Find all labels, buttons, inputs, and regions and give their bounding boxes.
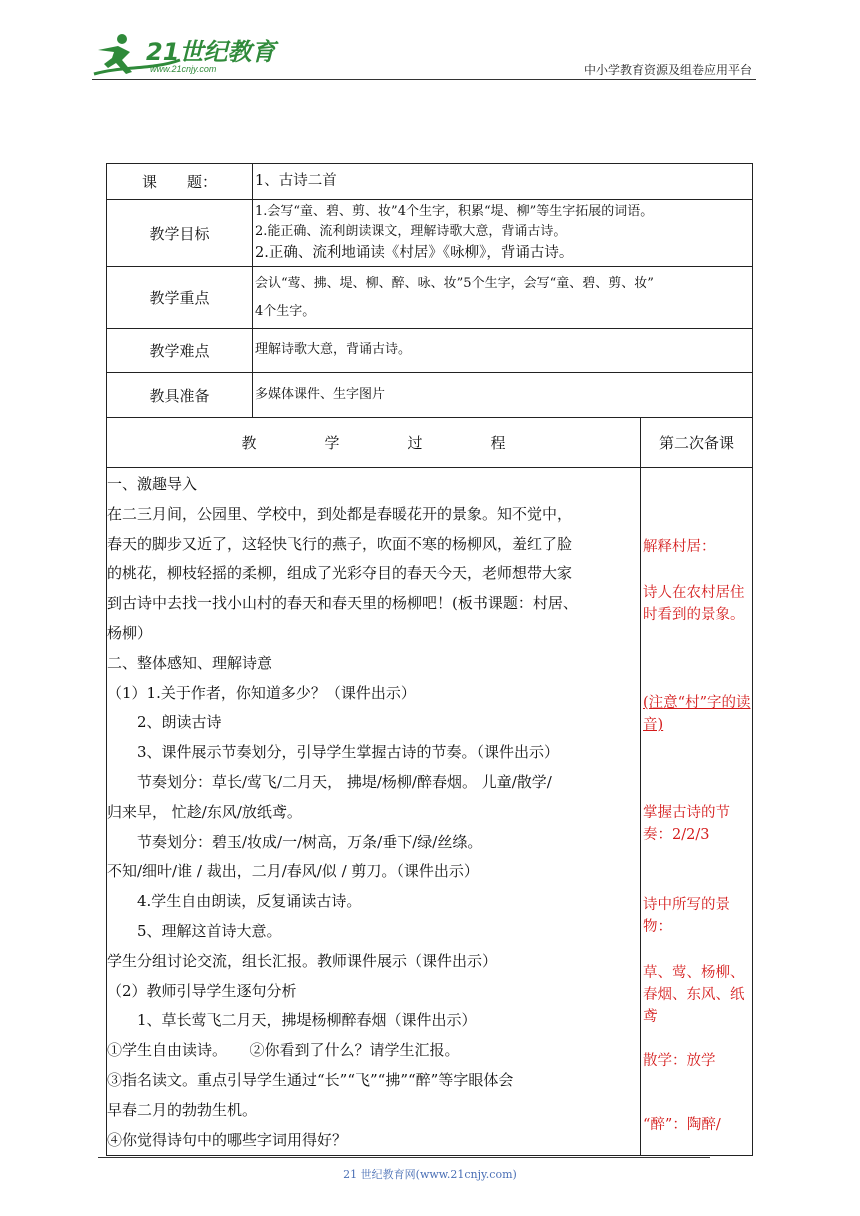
process-line: 早春二月的勃勃生机。 <box>107 1100 258 1119</box>
tools-value: 多媒体课件、生字图片 <box>253 373 753 418</box>
process-line: （2）教师引导学生逐句分析 <box>107 981 297 1000</box>
note: 草、莺、杨柳、春烟、东风、纸鸢 <box>643 965 745 1025</box>
process-title-char: 程 <box>490 434 506 452</box>
process-line: 春天的脚步又近了，这轻快飞行的燕子，吹面不寒的杨柳风，羞红了脸 <box>107 534 573 553</box>
difficulty-value: 理解诗歌大意，背诵古诗。 <box>253 329 753 373</box>
process-line: ③指名读文。重点引导学生通过“长”“飞”“拂”“醉”等字眼体会 <box>107 1070 514 1089</box>
goal-line: 2.正确、流利地诵读《村居》《咏柳》，背诵古诗。 <box>255 244 574 261</box>
process-line: 节奏划分：碧玉/妆成/一/树高，万条/垂下/绿/丝绦。 <box>137 832 483 851</box>
process-line: 节奏划分：草长/莺飞/二月天， 拂堤/杨柳/醉春烟。 儿童/散学/ <box>137 772 552 791</box>
goal-line: 2.能正确、流利朗读课文，理解诗歌大意，背诵古诗。 <box>255 223 567 239</box>
process-line: 杨柳） <box>107 623 153 642</box>
process-body <box>107 468 641 1156</box>
note: 诗人在农村居住时看到的景象。 <box>643 585 745 623</box>
process-line: 2、朗读古诗 <box>137 713 222 732</box>
process-line: 二、整体感知、理解诗意 <box>107 653 273 672</box>
goal-line: 1.会写“童、碧、剪、妆”4个生字，积累“堤、柳”等生字拓展的词语。 <box>255 203 654 219</box>
second-prep-title: 第二次备课 <box>641 418 753 468</box>
note: 掌握古诗的节奏：2/2/3 <box>643 805 730 843</box>
note: 散学：放学 <box>643 1053 716 1069</box>
logo-text: 21世纪教育 <box>146 38 276 66</box>
process-line: 不知/细叶/谁 / 裁出，二月/春风/似 / 剪刀。（课件出示） <box>107 862 479 881</box>
note: “醉”：陶醉/ <box>643 1117 721 1133</box>
difficulty-label: 教学难点 <box>107 329 253 373</box>
process-line: 1、草长莺飞二月天，拂堤杨柳醉春烟（课件出示） <box>137 1011 477 1030</box>
logo-url: www.21cnjy.com <box>150 64 217 74</box>
process-line: （1）1.关于作者，你知道多少？（课件出示） <box>107 683 416 702</box>
process-line: 4.学生自由朗读，反复诵读古诗。 <box>137 892 362 911</box>
second-prep-notes <box>641 468 753 1156</box>
key-point-line: 4个生字。 <box>255 303 316 319</box>
process-line: 5、理解这首诗大意。 <box>137 921 282 940</box>
process-line: ④你觉得诗句中的哪些字词用得好？ <box>107 1130 348 1149</box>
note: (注意“村”字的读音) <box>643 695 751 733</box>
footer-text: 21 世纪教育网(www.21cnjy.com) <box>343 1168 517 1181</box>
process-line: 一、激趣导入 <box>107 475 198 493</box>
topic-value: 1、古诗二首 <box>253 164 753 200</box>
goals-value <box>253 200 753 267</box>
goals-label: 教学目标 <box>107 200 253 267</box>
note: 解释村居： <box>643 539 716 555</box>
process-line: 3、课件展示节奏划分，引导学生掌握古诗的节奏。（课件出示） <box>137 743 560 762</box>
footer-divider <box>98 1157 710 1158</box>
process-line: 归来早， 忙趁/东风/放纸鸢。 <box>107 802 302 821</box>
note: 诗中所写的景物： <box>643 897 730 935</box>
header-divider <box>92 79 756 80</box>
process-line: 学生分组讨论交流，组长汇报。教师课件展示（课件出示） <box>107 951 498 970</box>
topic-label: 课 题： <box>107 164 253 200</box>
key-points-label: 教学重点 <box>107 267 253 329</box>
key-points-value <box>253 267 753 329</box>
process-title-char: 过 <box>407 434 423 452</box>
process-title <box>107 418 641 468</box>
process-line: ①学生自由读诗。 ②你看到了什么？请学生汇报。 <box>107 1041 460 1060</box>
lesson-plan-table <box>106 163 753 1156</box>
process-line: 的桃花，柳枝轻摇的柔柳，组成了光彩夺目的春天今天，老师想带大家 <box>107 564 573 583</box>
tools-label: 教具准备 <box>107 373 253 418</box>
process-title-char: 学 <box>324 434 340 452</box>
process-line: 在二三月间，公园里、学校中，到处都是春暖花开的景象。知不觉中， <box>107 504 573 523</box>
process-title-char: 教 <box>241 434 257 452</box>
process-line: 到古诗中去找一找小山村的春天和春天里的杨柳吧！(板书课题：村居、 <box>107 594 578 613</box>
platform-name: 中小学教育资源及组卷应用平台 <box>583 63 752 77</box>
key-point-line: 会认“莺、拂、堤、柳、醉、咏、妆”5个生字，会写“童、碧、剪、妆” <box>255 275 654 291</box>
